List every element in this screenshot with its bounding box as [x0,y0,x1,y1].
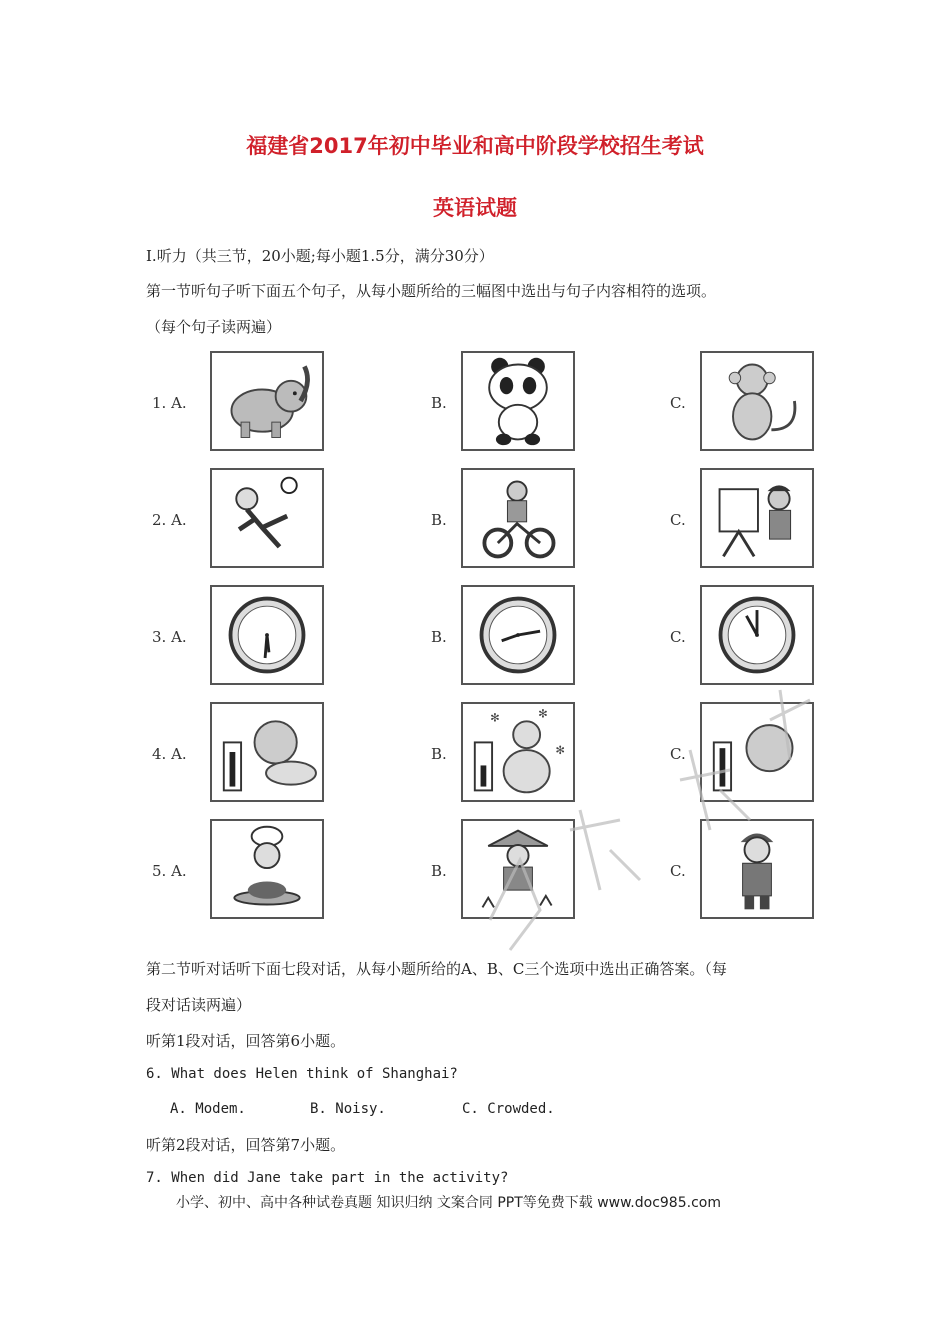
question-3-label-b: B. [431,628,447,646]
clock-icon [463,587,573,683]
question-4-picture-a [210,702,324,802]
question-2-picture-c [700,468,814,568]
question-2-label-c: C. [670,511,686,529]
question-4-label-b: B. [431,745,447,763]
question-5-label-a: 5. A. [152,862,187,880]
question-4-picture-c [700,702,814,802]
clock-icon [212,587,322,683]
sunny-cloudy-icon [212,704,322,800]
section1-header: I.听力（共三节，20小题;每小题1.5分，满分30分） [146,247,494,265]
svg-text:✻: ✻ [490,710,500,725]
question-1-picture-c [700,351,814,451]
question-4-label-c: C. [670,745,686,763]
farmer-icon [463,821,573,917]
question-1-label-b: B. [431,394,447,412]
question-2-picture-a [210,468,324,568]
question-6-option-a: A. Modem. [170,1101,246,1117]
part1-instruction: 第一节听句子听下面五个句子，从每小题所给的三幅图中选出与句子内容相符的选项。 [146,282,717,300]
svg-text:✻: ✻ [538,706,548,721]
part2-instruction-line2: 段对话读两遍） [146,996,252,1014]
part2-instruction-line1: 第二节听对话听下面七段对话，从每小题所给的A、B、C三个选项中选出正确答案。（每 [146,960,727,978]
question-4-picture-b [461,702,575,802]
dialog2-intro: 听第2段对话，回答第7小题。 [146,1136,346,1154]
question-2-label-a: 2. A. [152,511,187,529]
snowman-icon [463,704,573,800]
question-3-picture-a [210,585,324,685]
question-5-label-c: C. [670,862,686,880]
question-5-picture-b [461,819,575,919]
mechanic-icon [702,821,812,917]
question-3-picture-b [461,585,575,685]
question-3-picture-c [700,585,814,685]
question-2-picture-b [461,468,575,568]
question-5-label-b: B. [431,862,447,880]
question-1-picture-b [461,351,575,451]
cycling-boy-icon [463,470,573,566]
question-6-option-b: B. Noisy. [310,1101,386,1117]
question-3-label-c: C. [670,628,686,646]
dialog1-intro: 听第1段对话，回答第6小题。 [146,1032,346,1050]
question-1-picture-a [210,351,324,451]
question-6-option-c: C. Crowded. [462,1101,555,1117]
question-7-text: 7. When did Jane take part in the activity? [146,1170,509,1186]
part1-note: （每个句子读两遍） [146,318,282,336]
question-5-picture-c [700,819,814,919]
question-1-label-a: 1. A. [152,394,187,412]
question-6-text: 6. What does Helen think of Shanghai? [146,1066,458,1082]
exam-subtitle: 英语试题 [433,196,517,220]
elephant-icon [212,353,322,449]
question-2-label-b: B. [431,511,447,529]
monkey-icon [702,353,812,449]
svg-text:✻: ✻ [555,742,566,757]
panda-icon [463,353,573,449]
painting-boy-icon [702,470,812,566]
question-3-label-a: 3. A. [152,628,187,646]
chef-icon [212,821,322,917]
footer-text: 小学、初中、高中各种试卷真题 知识归纳 文案合同 PPT等免费下载 www.doc985.com [176,1195,721,1211]
exam-title: 福建省2017年初中毕业和高中阶段学校招生考试 [246,134,704,158]
clock-icon [702,587,812,683]
question-1-label-c: C. [670,394,686,412]
question-5-picture-a [210,819,324,919]
question-4-label-a: 4. A. [152,745,187,763]
soccer-boy-icon [212,470,322,566]
sunny-icon [702,704,812,800]
